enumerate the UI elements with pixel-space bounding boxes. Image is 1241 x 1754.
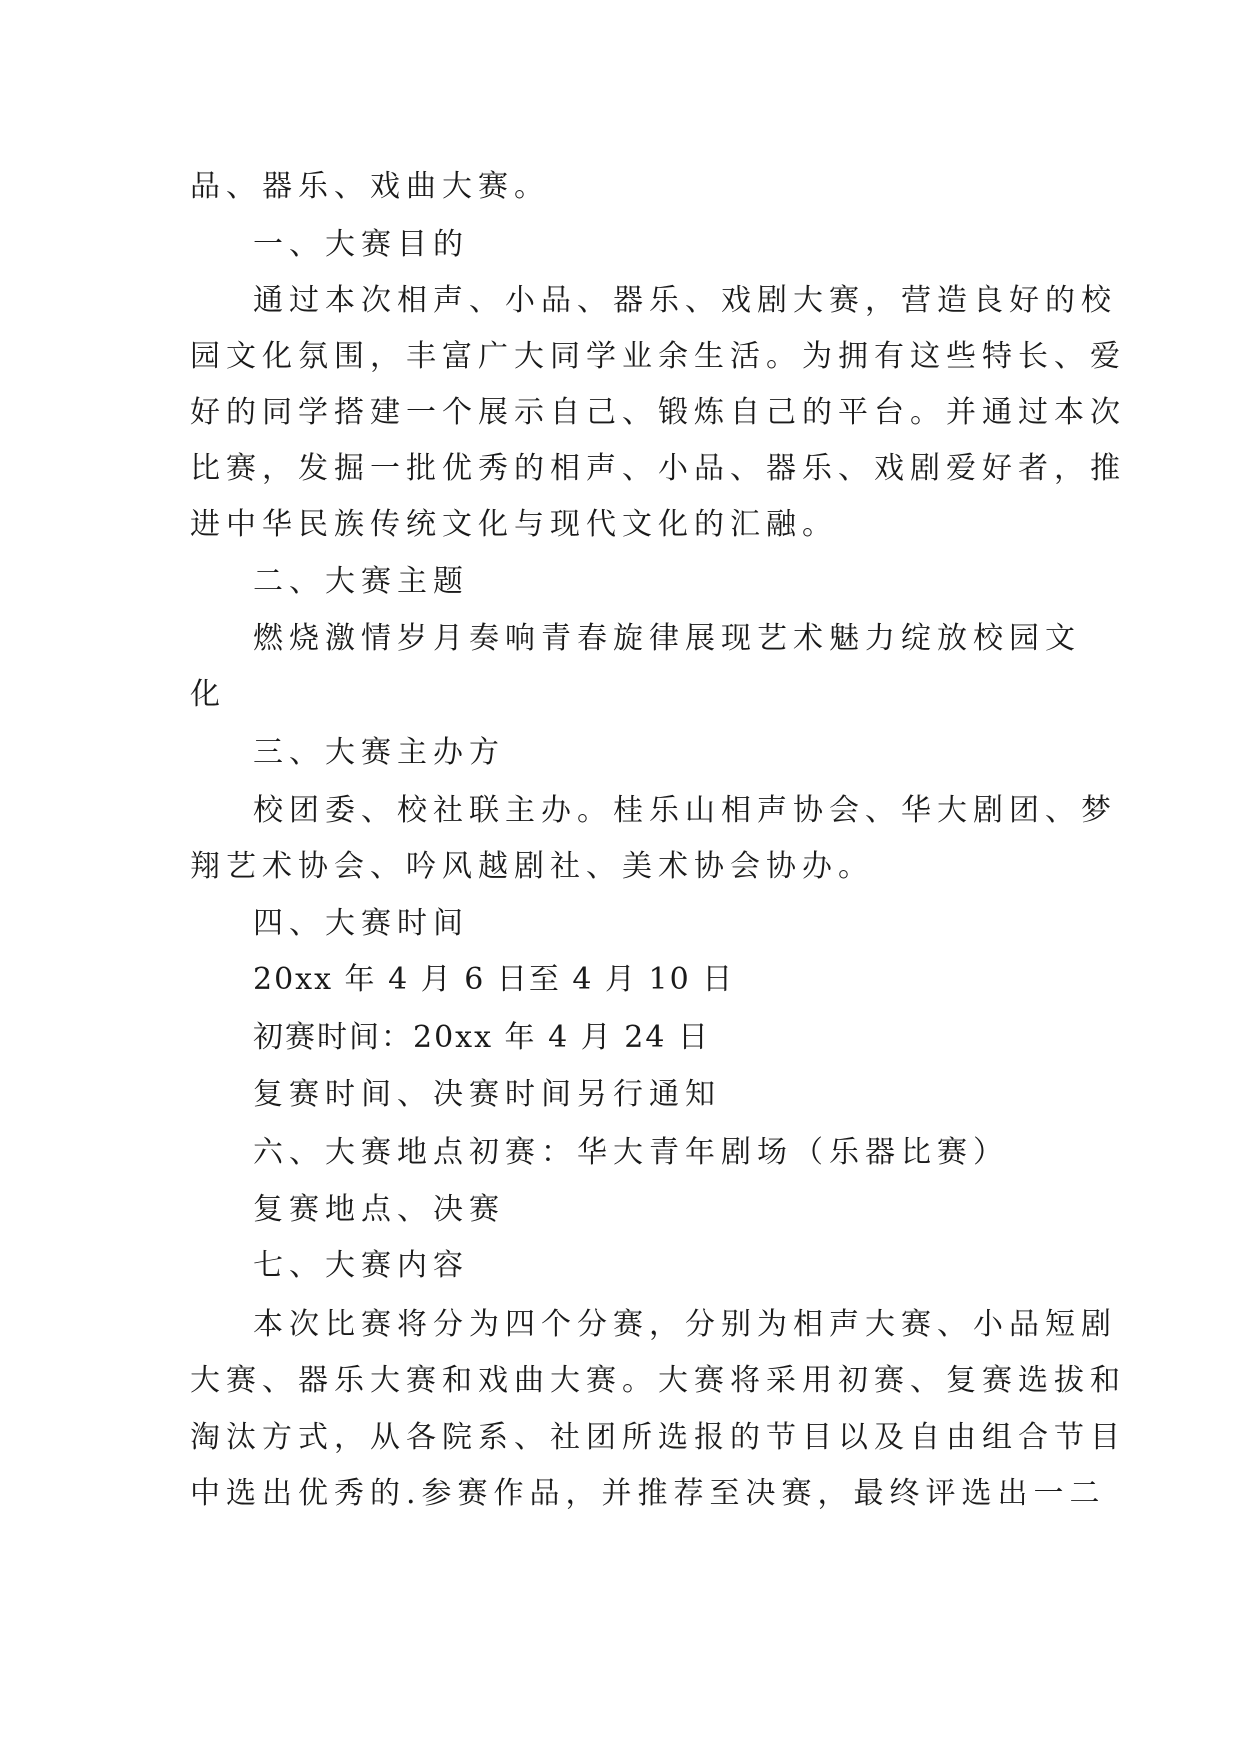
text-line: 比赛，发掘一批优秀的相声、小品、器乐、戏剧爱好者，推 (190, 451, 1126, 486)
section-heading: 三、大赛主办方 (253, 735, 505, 770)
text-line: 大赛、器乐大赛和戏曲大赛。大赛将采用初赛、复赛选拔和 (190, 1363, 1126, 1398)
text-line: 六、大赛地点初赛：华大青年剧场（乐器比赛） (253, 1135, 1009, 1170)
text-line: 初赛时间：20xx 年 4 月 24 日 (253, 1020, 710, 1055)
text-line: 校团委、校社联主办。桂乐山相声协会、华大剧团、梦 (253, 793, 1117, 828)
text-line: 淘汰方式，从各院系、社团所选报的节目以及自由组合节目 (190, 1420, 1126, 1455)
text-line: 燃烧激情岁月奏响青春旋律展现艺术魅力绽放校园文 (253, 621, 1081, 656)
section-heading: 一、大赛目的 (253, 227, 469, 262)
text-line: 翔艺术协会、吟风越剧社、美术协会协办。 (190, 849, 874, 884)
text-line: 本次比赛将分为四个分赛，分别为相声大赛、小品短剧 (253, 1307, 1117, 1342)
text-line: 20xx 年 4 月 6 日至 4 月 10 日 (253, 962, 735, 997)
text-line: 化 (190, 677, 226, 712)
text-line: 复赛地点、决赛 (253, 1192, 505, 1227)
text-line: 通过本次相声、小品、器乐、戏剧大赛，营造良好的校 (253, 283, 1117, 318)
text-line: 品、器乐、戏曲大赛。 (190, 169, 550, 204)
section-heading: 四、大赛时间 (253, 906, 469, 941)
text-line: 园文化氛围，丰富广大同学业余生活。为拥有这些特长、爱 (190, 339, 1126, 374)
section-heading: 二、大赛主题 (253, 564, 469, 599)
section-heading: 七、大赛内容 (253, 1248, 469, 1283)
text-line: 复赛时间、决赛时间另行通知 (253, 1077, 721, 1112)
text-line: 中选出优秀的.参赛作品，并推荐至决赛，最终评选出一二 (190, 1476, 1106, 1511)
text-line: 好的同学搭建一个展示自己、锻炼自己的平台。并通过本次 (190, 395, 1126, 430)
text-line: 进中华民族传统文化与现代文化的汇融。 (190, 507, 838, 542)
